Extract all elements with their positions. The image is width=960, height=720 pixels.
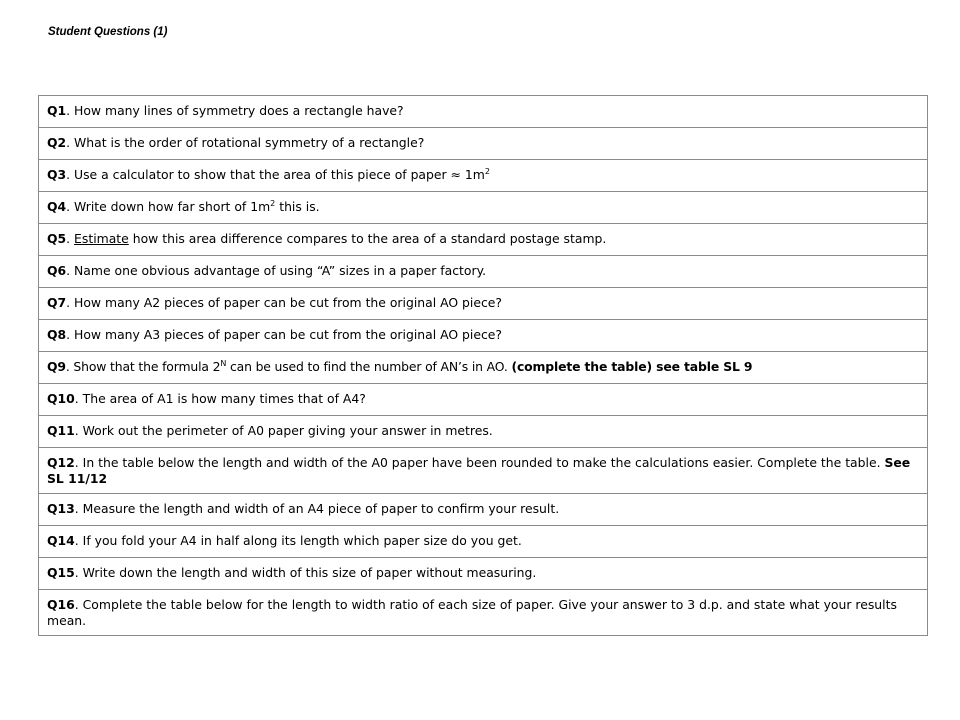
question-cell bbox=[39, 558, 928, 590]
question-text: . Measure the length and width of an A4 piece of paper to confirm your result. bbox=[74, 501, 560, 516]
question-cell bbox=[39, 494, 928, 526]
question-row-q3 bbox=[39, 160, 928, 192]
question-row-q2 bbox=[39, 128, 928, 160]
question-number: Q7 bbox=[47, 295, 67, 310]
question-cell bbox=[39, 256, 928, 288]
question-cell bbox=[39, 416, 928, 448]
question-text: . How many A3 pieces of paper can be cut from the original AO piece? bbox=[66, 327, 502, 342]
question-text: . Name one obvious advantage of using “A” sizes in a paper factory. bbox=[66, 263, 487, 278]
question-row-q11 bbox=[39, 416, 928, 448]
question-cell bbox=[39, 590, 928, 636]
question-row-q16 bbox=[39, 590, 928, 636]
question-row-q14 bbox=[39, 526, 928, 558]
question-cell bbox=[39, 224, 928, 256]
question-text: . Write down how far short of 1m bbox=[66, 199, 271, 214]
question-number: Q6 bbox=[47, 263, 67, 278]
question-text-cont: this is. bbox=[275, 199, 320, 214]
question-text: . How many lines of symmetry does a rectangle have? bbox=[66, 103, 404, 118]
question-number: Q12 bbox=[47, 454, 75, 470]
question-text: . Complete the table below for the length to width ratio of each size of paper. Give your answer to 3 d.p. and state what your results mean. bbox=[47, 596, 897, 628]
question-row-q6 bbox=[39, 256, 928, 288]
question-row-q13 bbox=[39, 494, 928, 526]
question-number: Q1 bbox=[47, 103, 67, 118]
question-number: Q16 bbox=[47, 596, 75, 612]
question-cell bbox=[39, 128, 928, 160]
question-number: Q10 bbox=[47, 391, 75, 406]
question-text: . Show that the formula 2 bbox=[65, 359, 221, 374]
question-text: . The area of A1 is how many times that of A4? bbox=[74, 391, 366, 406]
question-cell bbox=[39, 192, 928, 224]
question-number: Q3 bbox=[47, 167, 67, 182]
question-text: . Write down the length and width of this size of paper without measuring. bbox=[74, 565, 537, 580]
question-cell bbox=[39, 96, 928, 128]
question-text-cont: can be used to find the number of AN’s in AO. bbox=[226, 359, 512, 374]
question-number: Q13 bbox=[47, 501, 75, 516]
question-row-q8 bbox=[39, 320, 928, 352]
question-row-q9 bbox=[39, 352, 928, 384]
question-text: . How many A2 pieces of paper can be cut from the original AO piece? bbox=[66, 295, 502, 310]
question-cell bbox=[39, 448, 928, 494]
question-number: Q5 bbox=[47, 231, 67, 246]
question-number: Q11 bbox=[47, 423, 75, 438]
question-number: Q9 bbox=[47, 359, 66, 374]
question-number: Q2 bbox=[47, 135, 67, 150]
question-text: . If you fold your A4 in half along its length which paper size do you get. bbox=[74, 533, 522, 548]
question-cell bbox=[39, 320, 928, 352]
question-row-q7 bbox=[39, 288, 928, 320]
question-number: Q8 bbox=[47, 327, 67, 342]
question-row-q12 bbox=[39, 448, 928, 494]
question-text: . What is the order of rotational symmetry of a rectangle? bbox=[66, 135, 425, 150]
question-cell bbox=[39, 160, 928, 192]
questions-table bbox=[38, 95, 928, 636]
question-row-q4 bbox=[39, 192, 928, 224]
underlined-word: Estimate bbox=[74, 231, 129, 246]
question-row-q1 bbox=[39, 96, 928, 128]
slide-reference: See SL 11/12 bbox=[47, 454, 911, 486]
question-text: . In the table below the length and width of the A0 paper have been rounded to make the calculations easier. Complete the table. bbox=[74, 454, 885, 470]
question-text: . Use a calculator to show that the area of this piece of paper ≈ 1m bbox=[66, 167, 485, 182]
question-text: . Work out the perimeter of A0 paper giving your answer in metres. bbox=[74, 423, 493, 438]
question-number: Q15 bbox=[47, 565, 75, 580]
table-reference: (complete the table) see table SL 9 bbox=[511, 359, 753, 374]
question-number: Q4 bbox=[47, 199, 67, 214]
question-cell bbox=[39, 384, 928, 416]
superscript: 2 bbox=[484, 166, 490, 176]
question-text: how this area difference compares to the area of a standard postage stamp. bbox=[128, 231, 607, 246]
question-text-pre: . bbox=[66, 231, 75, 246]
question-row-q10 bbox=[39, 384, 928, 416]
superscript: N bbox=[220, 358, 227, 368]
question-cell bbox=[39, 526, 928, 558]
question-row-q15 bbox=[39, 558, 928, 590]
page-title: Student Questions (1) bbox=[48, 26, 168, 38]
question-cell bbox=[39, 352, 928, 384]
question-number: Q14 bbox=[47, 533, 75, 548]
question-cell bbox=[39, 288, 928, 320]
superscript: 2 bbox=[270, 198, 276, 208]
question-row-q5 bbox=[39, 224, 928, 256]
